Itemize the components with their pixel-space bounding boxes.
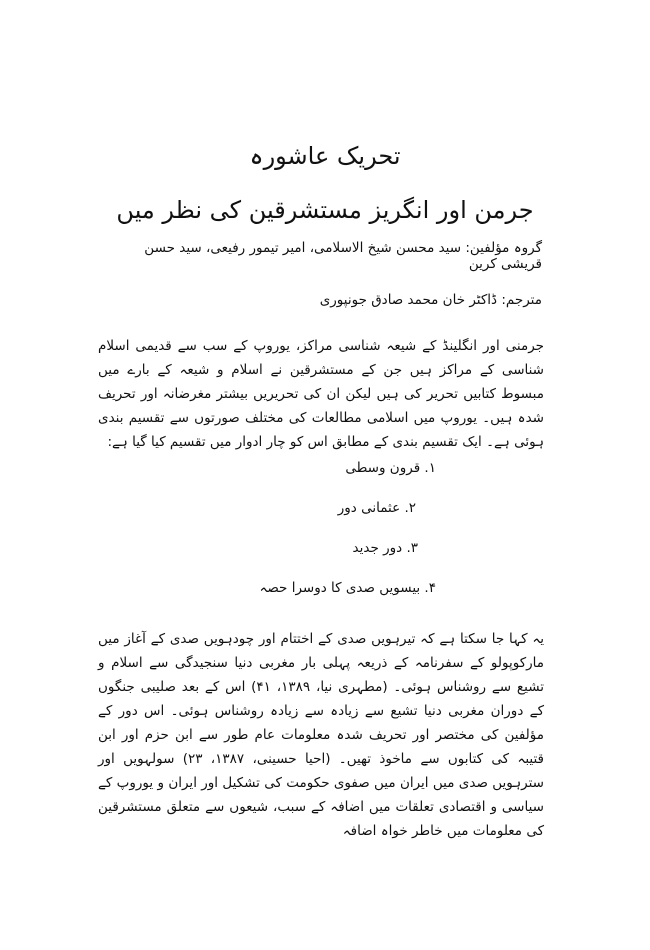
list-item: ۴. بیسویں صدی کا دوسرا حصہ [259,580,436,596]
list-item: ۱. قرون وسطی [345,460,436,476]
era-list [98,448,544,608]
authors-line: گروہ مؤلفین: سید محسن شیخ الاسلامی، امیر تیمور رفیعی، سید حسن قریشی کرین [144,240,542,272]
document-title: تحریک عاشورہ [249,142,401,170]
list-item: ۳. دور جدید [352,540,418,556]
paragraph-intro: جرمنی اور انگلینڈ کے شیعہ شناسی مراکز، یوروپ کے سب سے قدیمی اسلام شناسی کے مراکز ہیں جن کے مستشرقین نے اسلام و شیعہ کے بارے میں مبسوط کتابیں تحریر کی ہیں لیکن ان کی تحریریں بیشتر مغرضانہ اور تحریف شدہ ہیں۔ یوروپ میں اسلامی مطالعات کی مختلف صورتوں سے تقسیم بندی ہوئی ہے۔ ایک تقسیم بندی کے مطابق اس کو چار ادوار میں تقسیم کیا گیا ہے: [98,338,544,450]
list-item: ۲. عثمانی دور [337,500,416,516]
document-subtitle: جرمن اور انگریز مستشرقین کی نظر میں [116,196,534,224]
paragraph-history: یہ کہا جا سکتا ہے کہ تیرہویں صدی کے اختتام اور چودہویں صدی کے آغاز میں مارکوپولو کے سفرنامہ کے ذریعہ پہلی بار مغربی دنیا سنجیدگی سے اسلام و تشیع سے روشناس ہوئی۔ (مطہری نیا، ۱۳۸۹، ۴۱) اس کے بعد صلیبی جنگوں کے دوران مغربی دنیا تشیع سے زیادہ سے زیادہ روشناس ہوئی۔ اس دور کے مؤلفین کی مختصر اور تحریف شدہ معلومات عام طور سے ابن حزم اور ابن قتیبہ کی کتابوں سے ماخوذ تھیں۔ (احیا حسینی، ۱۳۸۷، ۲۳) سولہویں اور سترہویں صدی میں ایران میں صفوی حکومت کی تشکیل اور ایران و یوروپ کے سیاسی و اقتصادی تعلقات میں اضافہ کے سبب، شیعوں سے متعلق مستشرقین کی معلومات میں خاطر خواہ اضافہ [98,631,544,839]
translator-line: مترجم: ڈاکٹر خان محمد صادق جونپوری [319,292,542,308]
